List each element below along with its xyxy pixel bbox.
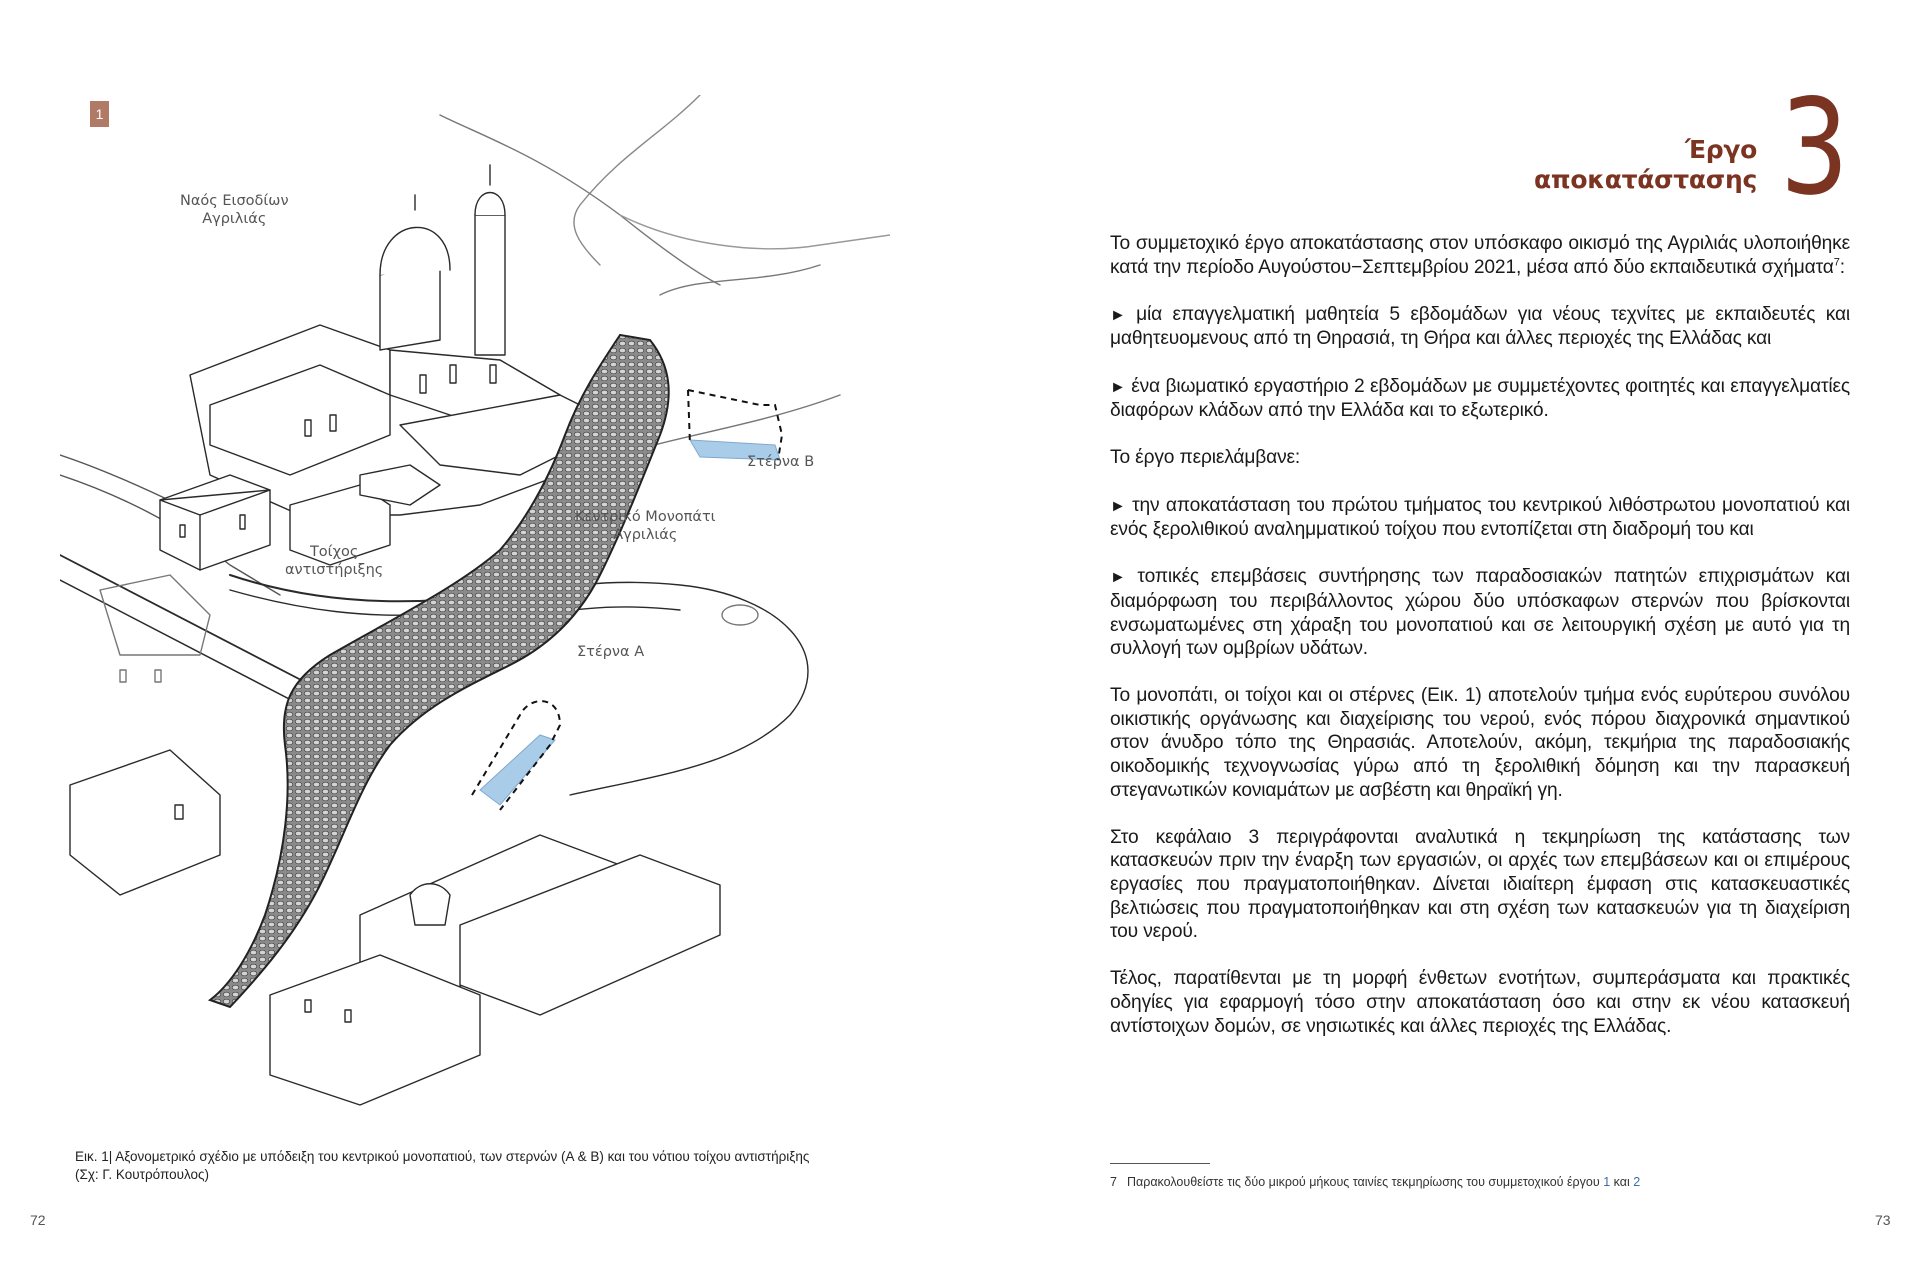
- bullet-arrow-icon: ►: [1110, 306, 1126, 324]
- footnote-link-2[interactable]: 2: [1633, 1175, 1641, 1189]
- bullet-item: ► μία επαγγελματική μαθητεία 5 εβδομάδων για νέους τεχνίτες με εκπαιδευτές και μαθητευομενους από τη Θηρασιά, τη Θήρα και άλλες περιοχές της Ελλάδας και: [1110, 303, 1850, 350]
- bullet-arrow-icon: ►: [1110, 497, 1126, 515]
- chapter-title: [1534, 135, 1757, 195]
- paragraph-included: Το έργο περιελάμβανε:: [1110, 447, 1301, 469]
- cistern-a: [472, 701, 560, 810]
- caption-line-1: Εικ. 1| Αξονομετρικό σχέδιο με υπόδειξη του κεντρικού μονοπατιού, των στερνών (Α & Β) και του νότιου τοίχου αντιστήριξης: [75, 1149, 810, 1164]
- cistern-b: [688, 390, 782, 460]
- figure-number-badge: 1: [90, 101, 109, 127]
- footnote-divider: [1110, 1163, 1210, 1164]
- label-retaining-wall: Τοίχος αντιστήριξης: [285, 544, 384, 578]
- terrain-line: [620, 215, 890, 249]
- page-number-right: 73: [1875, 1212, 1891, 1228]
- bullet-arrow-icon: ►: [1110, 569, 1126, 587]
- body-text: [1110, 232, 1850, 1062]
- bullet-item: ► την αποκατάσταση του πρώτου τμήματος του κεντρικού λιθόστρωτου μονοπατιού και ενός ξερολιθικού αναλημματικού τοίχου που εντοπίζεται στη διαδρομή του και: [1110, 494, 1850, 541]
- terrain-line: [574, 95, 700, 265]
- house-cluster-bottom: [270, 835, 720, 1105]
- footnote-number: 7: [1110, 1175, 1117, 1189]
- page-number-left: 72: [30, 1212, 46, 1228]
- label-cistern-b: Στέρνα Β: [747, 454, 815, 470]
- chapter-title-line-2: αποκατάστασης: [1534, 165, 1757, 194]
- figure-caption: [75, 1148, 915, 1184]
- footnote-text: Παρακολουθείστε τις δύο μικρού μήκους ταινίες τεκμηρίωσης του συμμετοχικού έργου: [1126, 1175, 1600, 1189]
- chapter-number: 3: [1780, 71, 1849, 225]
- chapter-title-line-1: Έργο: [1684, 135, 1757, 164]
- paragraph-chapter-scope: Στο κεφάλαιο 3 περιγράφονται αναλυτικά η τεκμηρίωση της κατάστασης των κατασκευών πριν την έναρξη των εργασιών, οι αρχές των επεμβάσεων και οι επιμέρους εργασίες που πραγματοποιήθηκαν. Δίνεται ιδιαίτερη έμφαση στις κατασκευαστικές βελτιώσεις που πραγματοποιήθηκαν και στη σχέση των κατασκευών για τη διαχείριση του νερού.: [1110, 826, 1850, 943]
- caption-line-2: (Σχ: Γ. Κουτρόπουλος): [75, 1167, 210, 1182]
- footnote-ref[interactable]: 7: [1833, 256, 1840, 269]
- label-cistern-a: Στέρνα Α: [577, 644, 645, 660]
- bullet-arrow-icon: ►: [1110, 378, 1126, 396]
- house-cluster-faint: [70, 575, 220, 895]
- footnote-link-1[interactable]: 1: [1603, 1175, 1611, 1189]
- bullet-item: ► τοπικές επεμβάσεις συντήρησης των παραδοσιακών πατητών επιχρισμάτων και διαμόρφωση του περιβάλλοντος χώρου δύο υπόσκαφων στερνών που βρίσκονται ενσωματωμένες στη χάραξη του μονοπατιού και σε λειτουργική σχέση με αυτό για τη συλλογή των ομβρίων υδάτων.: [1110, 566, 1850, 660]
- right-page: [960, 0, 1920, 1262]
- paragraph-intro: Το συμμετοχικό έργο αποκατάστασης στον υπόσκαφο οικισμό της Αγριλιάς υλοποιήθηκε κατά την περίοδο Αυγούστου−Σεπτεμβρίου 2021, μέσα από δύο εκπαιδευτικά σχήματα$^7$:: [1110, 233, 1850, 278]
- paragraph-closing: Τέλος, παρατίθενται με τη μορφή ένθετων ενοτήτων, συμπεράσματα και πρακτικές οδηγίες για εφαρμογή τόσο στην αποκατάσταση όσο και στην εκ νέου κατασκευή αντίστοιχων δομών, σε νησιωτικές και άλλες περιοχές της Ελλάδας.: [1110, 968, 1850, 1037]
- drawing-svg: [60, 95, 890, 1140]
- cistern-a-water: [480, 735, 555, 805]
- footnote: [1110, 1175, 1640, 1189]
- label-church: Ναός Εισοδίων Αγριλιάς: [180, 193, 289, 227]
- axonometric-drawing: [60, 95, 890, 1140]
- paragraph-context: Το μονοπάτι, οι τοίχοι και οι στέρνες (Εικ. 1) αποτελούν τμήμα ενός ευρύτερου συνόλου οικιστικής οργάνωσης και διαχείρισης του νερού, ενός πόρου διαχρονικά σημαντικού στον άνυδρο τόπο της Θηρασιάς. Αποτελούν, ακόμη, τεκμήρια της παραδοσιακής οικοδομικής τεχνογνωσίας γύρω από τη ξερολιθική δόμηση και την παρασκευή στεγανωτικών κονιαμάτων με ασβέστη και θηραϊκή γη.: [1110, 685, 1850, 801]
- bullet-item: ► ένα βιωματικό εργαστήριο 2 εβδομάδων με συμμετέχοντες φοιτητές και επαγγελματίες διαφόρων κλάδων από την Ελλάδα και το εξωτερικό.: [1110, 375, 1850, 422]
- label-central-path: Κεντρικό Μονοπάτι Αγριλιάς: [575, 509, 716, 543]
- footnote-conjunction: και: [1613, 1175, 1630, 1189]
